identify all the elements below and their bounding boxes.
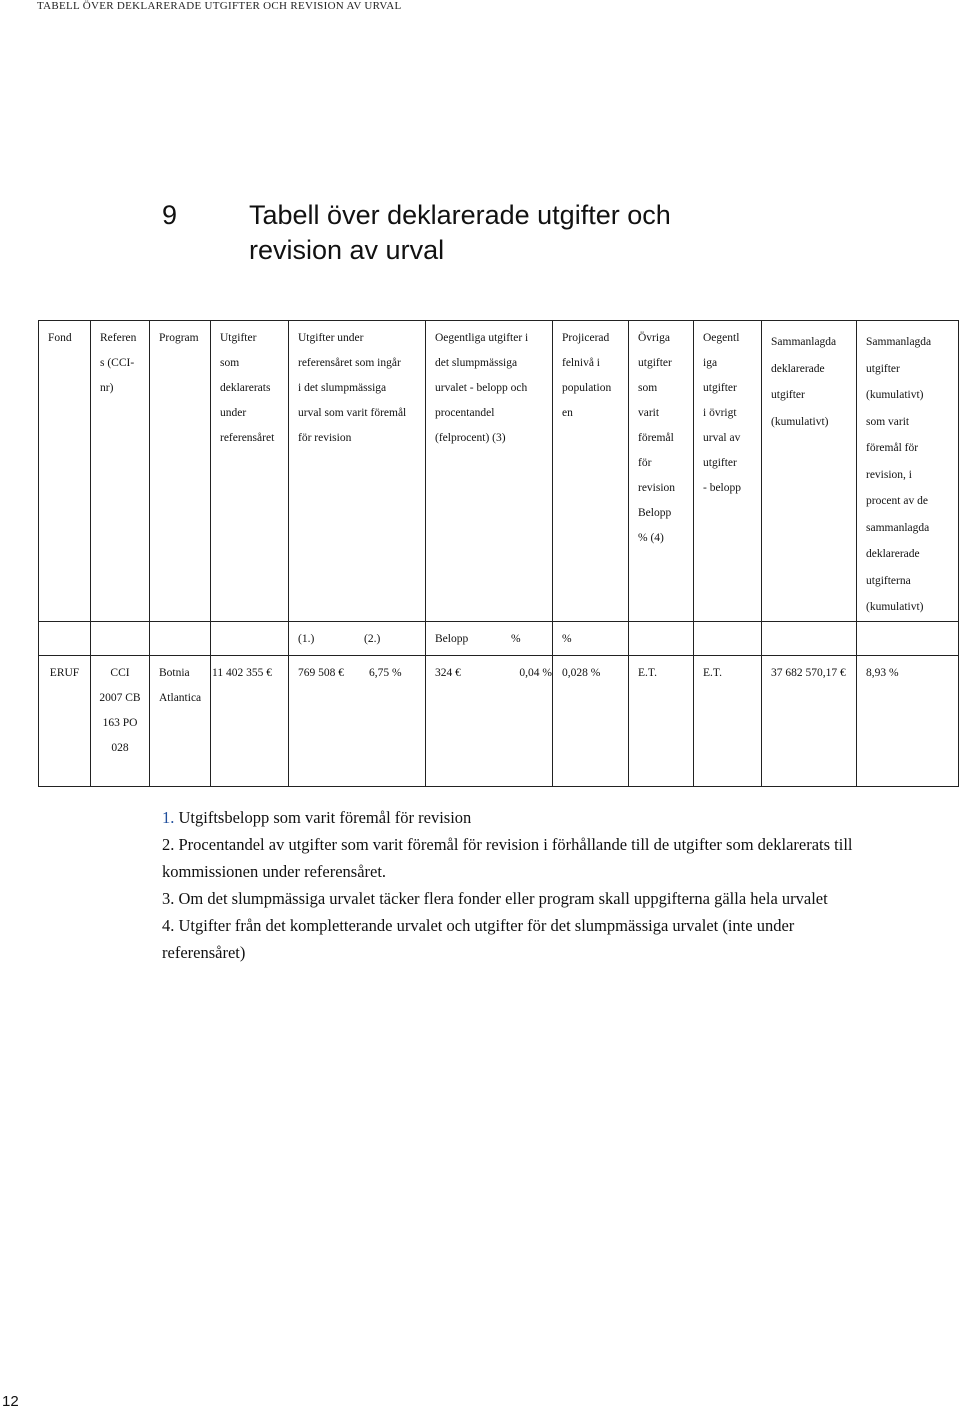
header-ovriga [629, 321, 694, 622]
cell-text-line: Referen [100, 332, 137, 344]
cell-text-line: utgifter [703, 457, 737, 469]
cell-text-line: procentandel [435, 407, 495, 419]
cell-text-line: (kumulativt) [866, 601, 924, 613]
cell-text-line: under [220, 407, 247, 419]
header-sammanlagda-1 [762, 321, 857, 622]
header-fond [39, 321, 91, 622]
header-sammanlagda-2 [857, 321, 959, 622]
cell-utgifter-under [289, 655, 426, 786]
footnotes [162, 804, 862, 966]
cell-utgifter [211, 655, 289, 786]
footnote-1-text: Utgiftsbelopp som varit föremål för revision [174, 808, 472, 827]
footnote-3: 3. Om det slumpmässiga urvalet täcker flera fonder eller program skall uppgifterna gälla hela urvalet [162, 889, 828, 908]
unit-cell [211, 621, 289, 655]
cell-text-line: s (CCI- [100, 357, 135, 369]
cell-text-line: Sammanlagda [771, 336, 837, 348]
cell-text: ERUF [49, 666, 80, 679]
cell-text-line: Botnia [159, 666, 190, 679]
cell-text-line: % (4) [638, 532, 664, 544]
cell-text-line: 028 [111, 741, 129, 754]
footnote-2: 2. Procentandel av utgifter som varit föremål för revision i förhållande till de utgifter som deklarerats till kommissionen under referensåret. [162, 835, 853, 881]
header-referens [91, 321, 150, 622]
cell-text-line: en [562, 407, 573, 419]
header-program [150, 321, 211, 622]
cell-text-line: sammanlagda [866, 521, 930, 534]
header-projicerad [553, 321, 629, 622]
cell-text-line: Oegentl [703, 332, 740, 344]
cell-text-line: (kumulativt) [771, 415, 829, 428]
cell-text-line: utgifter [771, 389, 805, 401]
section-number: 9 [162, 200, 178, 230]
unit-cell-oegentliga [364, 621, 553, 655]
cell-text-line: urvalet - belopp och [435, 382, 528, 394]
cell-text: 37 682 570,17 € [771, 666, 846, 679]
table-header-row [39, 321, 959, 622]
cell-text-line: urval som varit föremål [298, 407, 407, 419]
cell-text: 0,028 % [562, 666, 601, 679]
cell-sammanlagda-1 [762, 655, 857, 786]
cell-text-line: varit [638, 407, 660, 419]
cell-text-line: 2007 CB [99, 691, 141, 704]
cell-text-line: procent av de [866, 495, 928, 507]
unit-cell [857, 621, 959, 655]
unit-cell [762, 621, 857, 655]
cell-text: 8,93 % [866, 666, 899, 679]
cell-text-line: utgifter [638, 357, 672, 369]
cell-text-line: Utgifter under [298, 332, 364, 344]
cell-text-line: 163 PO [102, 716, 138, 729]
cell-text: 0,04 % [519, 666, 552, 679]
cell-text: 6,75 % [369, 666, 402, 679]
cell-sammanlagda-2 [857, 655, 959, 786]
unit-cell [91, 621, 150, 655]
header-oegentliga [426, 321, 553, 622]
cell-text-line: utgifter [866, 362, 900, 375]
cell-text-line: - belopp [703, 482, 742, 494]
cell-text-line: population [562, 382, 612, 394]
unit-cell [39, 621, 91, 655]
table-row [39, 655, 959, 786]
unit-label: (1.) [298, 632, 315, 645]
header-oegentl [694, 321, 762, 622]
cell-text-line: referensåret [220, 432, 275, 444]
footnote-1-number: 1. [162, 808, 175, 827]
section-title [249, 198, 849, 268]
cell-program [150, 655, 211, 786]
unit-cell [629, 621, 694, 655]
cell-text-line: Oegentliga utgifter i [435, 332, 529, 344]
unit-cell [694, 621, 762, 655]
footnote-4: 4. Utgifter från det kompletterande urvalet och utgifter för det slumpmässiga urvalet (inte under referensåret) [162, 916, 795, 962]
cell-text-line: deklarerade [771, 362, 825, 375]
cell-text-line: Atlantica [159, 691, 202, 704]
cell-text-line: iga [703, 357, 718, 369]
cell-referens [91, 655, 150, 786]
section-title-line-2: revision av urval [249, 235, 445, 265]
cell-text-line: utgifter [703, 382, 737, 394]
cell-text-line: som [638, 382, 658, 394]
cell-text-line: för [638, 457, 652, 469]
cell-text-line: revision [638, 482, 676, 494]
unit-label: % [562, 632, 572, 645]
cell-text-line: i övrigt [703, 407, 737, 419]
running-header: TABELL ÖVER DEKLARERADE UTGIFTER OCH REVISION AV URVAL [37, 0, 402, 12]
cell-text: 324 € [435, 666, 461, 679]
cell-text-line: nr) [100, 382, 114, 394]
cell-text: 11 402 355 € [212, 666, 272, 679]
cell-text-line: referensåret som ingår [298, 357, 401, 369]
cell-text-line: föremål för [866, 442, 919, 454]
cell-text-line: urval av [703, 432, 741, 444]
cell-text-line: (felprocent) (3) [435, 432, 506, 444]
unit-cell [150, 621, 211, 655]
header-utgifter [211, 321, 289, 622]
cell-text-line: Program [159, 332, 199, 344]
cell-text-line: det slumpmässiga [435, 357, 518, 369]
cell-text-line: Övriga [638, 332, 670, 344]
cell-text-line: Sammanlagda [866, 336, 932, 348]
cell-text-line: som [220, 357, 240, 369]
unit-label: Belopp [435, 632, 469, 645]
cell-text-line: utgifterna [866, 574, 911, 587]
cell-text-line: deklarerade [866, 548, 920, 560]
cell-oegentliga [426, 655, 553, 786]
cell-text-line: revision, i [866, 468, 912, 481]
cell-text-line: för revision [298, 432, 352, 444]
cell-text: E.T. [703, 666, 722, 679]
cell-text-line: felnivå i [562, 357, 600, 369]
cell-text-line: i det slumpmässiga [298, 382, 387, 394]
page-number: 12 [2, 1393, 19, 1410]
unit-label: (2.) [364, 632, 381, 645]
section-title-line-1: Tabell över deklarerade utgifter och [249, 200, 671, 230]
cell-oegentl [694, 655, 762, 786]
cell-text: E.T. [638, 666, 657, 679]
cell-text: 769 508 € [298, 666, 344, 679]
cell-projicerad [553, 655, 629, 786]
footnote-1 [162, 804, 862, 831]
cell-text-line: föremål [638, 432, 674, 444]
cell-text-line: som varit [866, 415, 910, 428]
cell-fond [39, 655, 91, 786]
cell-text-line: (kumulativt) [866, 389, 924, 401]
declaration-table-wrapper [38, 320, 959, 787]
cell-text-line: CCI [110, 666, 130, 679]
cell-text-line: Belopp [638, 507, 672, 519]
cell-ovriga [629, 655, 694, 786]
cell-text-line: Fond [48, 332, 72, 344]
cell-text-line: deklarerats [220, 382, 271, 394]
unit-cell-projicerad [553, 621, 629, 655]
cell-text-line: Projicerad [562, 332, 610, 344]
table-unit-row [39, 621, 959, 655]
unit-label: % [511, 632, 521, 645]
cell-text-line: Utgifter [220, 332, 257, 344]
declaration-table [38, 320, 959, 787]
header-utgifter-under [289, 321, 426, 622]
